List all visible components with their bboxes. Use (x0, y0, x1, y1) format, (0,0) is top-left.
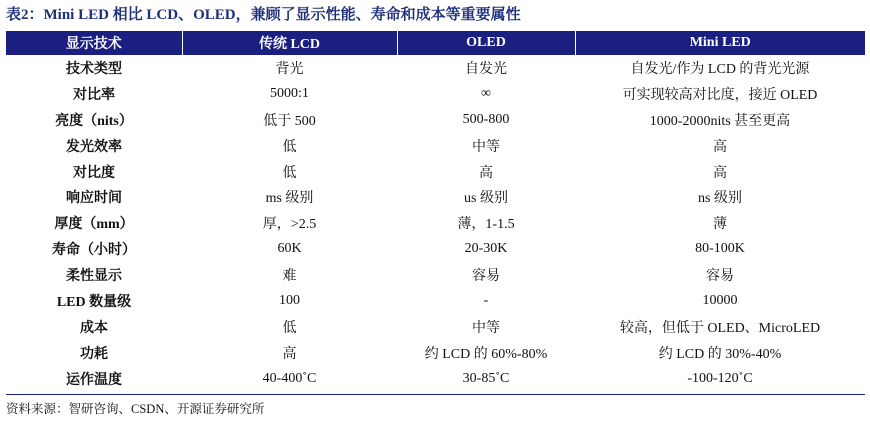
table-row (6, 55, 865, 81)
table-cell: 容易 (706, 269, 734, 285)
table-cell: 厚，>2.5 (262, 217, 317, 233)
table-cell: us 级别 (464, 191, 508, 207)
source-note: 资料来源：智研咨询、CSDN、开源证券研究所 (6, 402, 265, 416)
table-cell: 中等 (472, 320, 500, 336)
row-label: 对比率 (73, 87, 115, 103)
row-label: 成本 (80, 320, 108, 336)
header-mini-led: Mini LED (689, 35, 751, 50)
row-label: LED 数量级 (56, 294, 132, 310)
table-cell: 背光 (275, 61, 304, 77)
table-cell: -100-120˚C (687, 370, 753, 386)
header-oled: OLED (397, 31, 575, 55)
table-cell: 较高，但低于 OLED、MicroLED (619, 320, 821, 336)
table-cell: 20-30K (464, 241, 508, 257)
table-cell: 高 (479, 165, 493, 181)
table-cell: 高 (713, 165, 727, 181)
row-label: 厚度（mm） (54, 217, 134, 233)
table-cell: 约 LCD 的 30%-40% (658, 346, 782, 362)
table-cell: 10000 (702, 292, 738, 308)
table-cell: 可实现较高对比度，接近 OLED (622, 87, 818, 103)
table-row (6, 159, 865, 185)
table-row (6, 314, 865, 340)
row-label: 发光效率 (66, 139, 122, 155)
table-row (6, 133, 865, 159)
table-body (6, 55, 865, 392)
bottom-rule (6, 394, 865, 395)
row-label: 对比度 (73, 165, 115, 181)
comparison-table (6, 31, 865, 392)
table-row (6, 366, 865, 392)
table-cell: 100 (279, 292, 300, 308)
table-cell: 自发光/作为 LCD 的背光光源 (630, 61, 810, 77)
header-lcd: 传统 LCD (182, 31, 397, 55)
table-cell: 低 (282, 320, 297, 336)
table-cell: ms 级别 (265, 191, 314, 207)
row-label: 功耗 (80, 346, 108, 362)
table-cell: 低 (282, 139, 297, 155)
table-row (6, 262, 865, 288)
table-row (6, 340, 865, 366)
table-cell: 高 (282, 346, 297, 362)
table-row (6, 107, 865, 133)
table-header-row (6, 31, 865, 55)
table-cell: 30-85˚C (462, 370, 510, 386)
table-cell: 40-400˚C (262, 370, 317, 386)
table-cell: 中等 (472, 139, 500, 155)
table-row (6, 210, 865, 236)
table-cell: 5000:1 (270, 85, 309, 101)
row-label: 亮度（nits） (55, 113, 133, 129)
row-label: 寿命（小时） (52, 243, 136, 259)
table-cell: 薄 (713, 217, 727, 233)
table-cell: 容易 (472, 269, 500, 285)
header-display-tech: 显示技术 (6, 31, 182, 55)
row-label: 柔性显示 (66, 269, 122, 285)
table-cell: 低于 500 (263, 113, 316, 129)
table-cell: 80-100K (695, 241, 745, 257)
table-cell: 1000-2000nits 甚至更高 (649, 113, 791, 129)
table-cell: 薄，1-1.5 (457, 217, 515, 233)
table-row (6, 236, 865, 262)
table-cell: 低 (282, 165, 297, 181)
table-cell: 约 LCD 的 60%-80% (424, 346, 548, 362)
table-cell: 500-800 (462, 111, 510, 127)
row-label: 响应时间 (66, 191, 122, 207)
table-cell: 自发光 (465, 61, 507, 77)
table-cell: 高 (713, 139, 727, 155)
table-cell: ∞ (481, 85, 491, 101)
table-cell: 60K (277, 241, 302, 257)
table-cell: 难 (282, 269, 297, 285)
table-row (6, 184, 865, 210)
row-label: 技术类型 (66, 61, 122, 77)
table-cell: - (483, 292, 489, 308)
table-row (6, 81, 865, 107)
table-title: 表2：Mini LED 相比 LCD、OLED，兼顾了显示性能、寿命和成本等重要属性 (6, 7, 521, 23)
table-row (6, 288, 865, 314)
row-label: 运作温度 (66, 372, 122, 388)
table-cell: ns 级别 (698, 191, 742, 207)
